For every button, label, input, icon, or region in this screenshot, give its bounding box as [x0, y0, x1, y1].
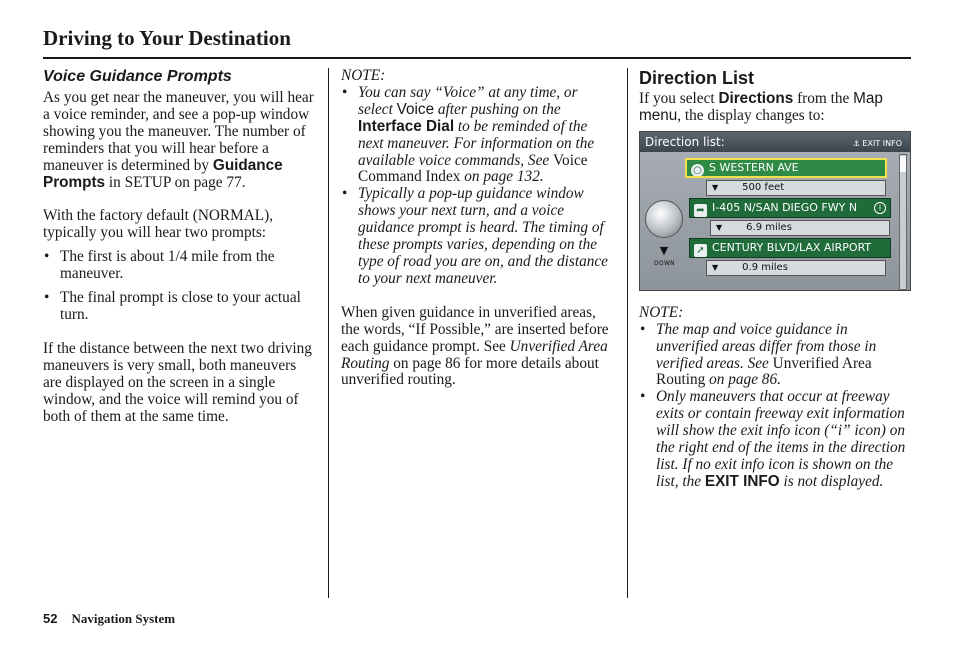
note-text: on page 132. [460, 168, 544, 186]
direction-item-label: S WESTERN AVE [709, 160, 799, 174]
screen-header [640, 132, 910, 152]
intro-text: If you select [639, 90, 719, 107]
direction-distance-3 [706, 260, 886, 276]
down-triangle-icon: ▼ [716, 222, 723, 232]
note-label: NOTE: [639, 303, 684, 321]
direction-item-label: CENTURY BLVD/LAX AIRPORT [712, 240, 872, 254]
voice-term: Voice [396, 100, 435, 118]
screen-scrollbar [899, 154, 907, 290]
note-text-end: is not displayed. [779, 472, 884, 490]
note-text: You can say “Voice” at any time, or select [358, 83, 578, 118]
exit-info-label [853, 136, 902, 153]
guidance-prompts-term: Guidance Prompts [43, 156, 283, 191]
intro-text: from the [793, 90, 854, 107]
directions-term: Directions [718, 90, 794, 107]
prompt-bullet-first: • The first is about 1/4 mile from the maneuver. [43, 249, 315, 283]
down-label: DOWN [654, 259, 675, 267]
voice-guidance-intro [43, 90, 315, 191]
note-bullet-voice [341, 85, 613, 186]
note-text: to be reminded of the next maneuver. For information on the available voice commands, See [358, 117, 595, 169]
direction-distance-2 [710, 220, 890, 236]
note-bullet-unverified [639, 322, 911, 390]
page-title: Driving to Your Destination [43, 26, 291, 50]
column-divider-1 [328, 68, 329, 598]
distance-text: 0.9 miles [742, 261, 788, 273]
column-voice-guidance [43, 68, 315, 425]
map-menu-term: Map menu [639, 90, 883, 124]
unverified-text: When given guidance in unverified areas, the words, “If Possible,” are inserted before each guidance prompt. See [341, 303, 609, 355]
direction-item-2 [689, 198, 891, 218]
direction-list-screenshot [639, 131, 911, 291]
voice-guidance-heading: Voice Guidance Prompts [43, 68, 232, 85]
page-number: 52 [43, 611, 58, 626]
short-distance-text: If the distance between the next two driving maneuvers is very small, both maneuvers are displayed on the screen in a single window, and the voice will remind you of both of them at the same time. [43, 339, 312, 425]
direction-item-1 [685, 158, 887, 178]
note-label: NOTE: [341, 67, 386, 84]
unverified-routing-ref: Unverified Area Routing [341, 337, 608, 372]
down-icon: ▼ DOWN [654, 246, 674, 273]
exit-info-icon: ⚓ [852, 138, 863, 148]
exit-ramp-icon: ➚ [694, 244, 707, 257]
down-triangle-icon: ▼ [712, 182, 719, 192]
factory-default-text: With the factory default (NORMAL), typically you will hear two prompts: [43, 207, 274, 242]
intro-text-end: , the display changes to: [677, 106, 825, 124]
page-footer [43, 611, 175, 627]
note-bullet-popup: • Typically a pop-up guidance window shows your next turn, and a voice guidance prompt is heard. The timing of these prompts varies, depending on the type of road you are on, and the distance to your next maneuver. [341, 186, 613, 287]
screen-title: Direction list: [645, 134, 725, 149]
note-text: The map and voice guidance in unverified areas differ from those in verified areas. See [656, 320, 877, 372]
destination-icon: ○ [691, 164, 704, 177]
unverified-area-text [341, 305, 613, 390]
direction-list-heading: Direction List [639, 68, 755, 88]
exit-info-i-icon: i [874, 202, 886, 214]
note-text-end: on page 86. [705, 371, 781, 389]
footer-label: Navigation System [71, 611, 176, 626]
column-divider-2 [627, 68, 628, 598]
distance-text: 500 feet [742, 181, 785, 193]
direction-list-intro [639, 91, 911, 125]
note-bullet-exit-info [639, 389, 911, 490]
exit-info-term: EXIT INFO [704, 472, 780, 490]
intro-text: As you get near the maneuver, you will hear a voice reminder, and see a pop-up window showing you the maneuver. The number of reminders that you will hear before a maneuver is determined by [43, 89, 314, 174]
note-text: Only maneuvers that occur at freeway exits or contain freeway exit information will show the exit info icon (“i” icon) on the right end of the items in the direction list. If no exit info icon is shown on the list, the [656, 388, 906, 490]
turn-right-icon: ➦ [694, 204, 707, 217]
note-text: after pushing on the [434, 100, 561, 118]
exit-info-text: EXIT INFO [862, 138, 902, 148]
voice-command-index-ref: Voice Command Index [358, 151, 588, 186]
direction-item-3 [689, 238, 891, 258]
direction-item-label: I-405 N/SAN DIEGO FWY N [712, 200, 858, 214]
down-triangle-icon: ▼ [712, 262, 719, 272]
prompt-bullet-final: • The final prompt is close to your actual turn. [43, 290, 315, 324]
column-notes [341, 68, 613, 389]
intro-text-end: in SETUP on page 77. [105, 173, 246, 191]
column-direction-list [639, 68, 911, 491]
title-rule [43, 57, 911, 59]
interface-dial-term: Interface Dial [358, 117, 455, 135]
unverified-text-end: on page 86 for more details about unverified routing. [341, 354, 599, 389]
unverified-routing-ref: Unverified Area Routing [656, 354, 872, 389]
distance-text: 6.9 miles [746, 221, 792, 233]
direction-distance-1 [706, 180, 886, 196]
scrollbar-thumb [900, 156, 906, 172]
dial-knob [645, 200, 683, 238]
